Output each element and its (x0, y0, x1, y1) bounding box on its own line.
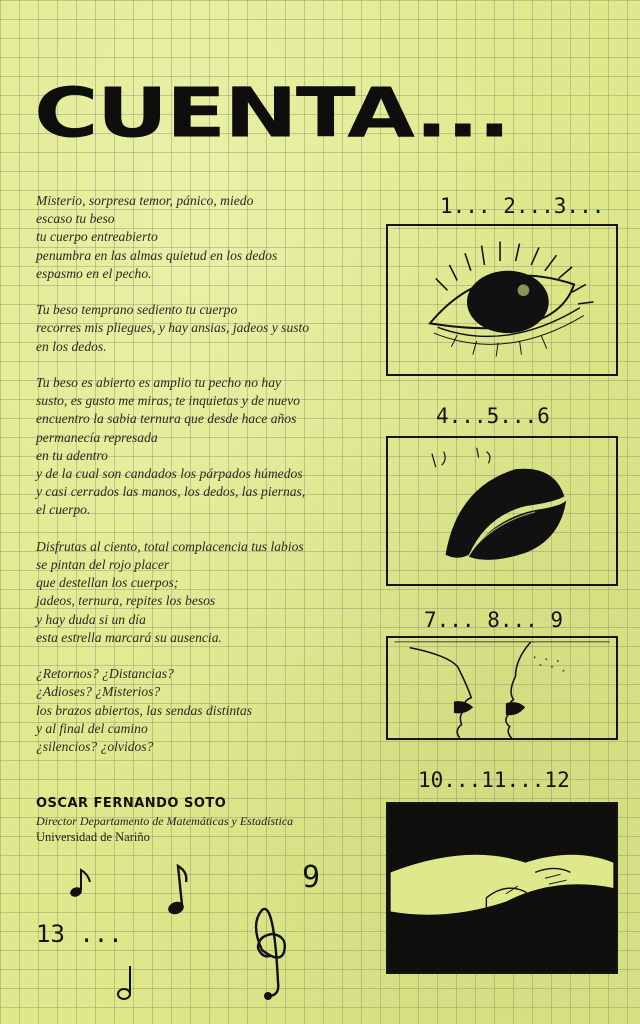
poem-line: susto, es gusto me miras, te inquietas y de nuevo (36, 393, 300, 409)
eighth-note-icon (166, 866, 186, 916)
treble-clef-icon (256, 909, 285, 1000)
author-role: Director Departamento de Matemáticas y Estadística (36, 814, 294, 828)
poem-line: espasmo en el pecho. (36, 265, 152, 281)
poem-line: que destellan los cuerpos; (36, 575, 179, 591)
poem-line: tu cuerpo entreabierto (36, 229, 158, 245)
poem-line: y hay duda si un día (36, 611, 146, 627)
lips-drawing-icon (388, 438, 616, 584)
count-label-5: 13 ... (36, 920, 123, 948)
poem-line: Misterio, sorpresa temor, pánico, miedo (36, 193, 254, 208)
poem-line: ¿Adioses? ¿Misterios? (36, 684, 161, 700)
poem-line: ¿silencios? ¿olvidos? (36, 739, 154, 755)
poem-stanza (36, 301, 372, 356)
hands-touch-drawing-icon (388, 804, 616, 972)
poem-line: ¿Retornos? ¿Distancias? (36, 666, 174, 682)
poem-stanza (36, 374, 372, 520)
count-label-1: 1... 2...3... (440, 194, 605, 218)
faces-kiss-drawing-panel (386, 636, 618, 740)
count-label-4: 10...11...12 (418, 768, 570, 792)
poem (36, 192, 372, 774)
poem-line: los brazos abiertos, las sendas distintas (36, 702, 253, 718)
eye-drawing-icon (388, 226, 616, 374)
doodle-nine: 9 (302, 860, 321, 895)
count-label-2: 4...5...6 (436, 404, 550, 428)
faces-kiss-drawing-icon (388, 638, 616, 738)
eighth-note-icon (69, 870, 90, 898)
poem-line: permanecía represada (36, 429, 158, 445)
count-label-3: 7... 8... 9 (424, 608, 564, 632)
page-title: CUENTA... (34, 72, 510, 153)
lips-drawing-panel (386, 436, 618, 586)
author-block (36, 796, 366, 845)
poem-line: y al final del camino (36, 720, 148, 736)
poem-line: el cuerpo. (36, 502, 91, 518)
poem-line: jadeos, ternura, repites los besos (36, 593, 216, 609)
author-institution: Universidad de Nariño (36, 830, 150, 844)
poem-line: y casi cerrados las manos, los dedos, las piernas, (36, 484, 306, 500)
poem-stanza (36, 192, 372, 283)
eye-drawing-panel (386, 224, 618, 376)
poem-stanza (36, 538, 372, 647)
poem-line: y de la cual son candados los párpados húmedos (36, 466, 303, 482)
poem-line: escaso tu beso (36, 211, 115, 227)
poem-line: Disfrutas al ciento, total complacencia tus labios (36, 538, 304, 554)
author-name: OSCAR FERNANDO SOTO (36, 796, 227, 811)
poem-line: se pintan del rojo placer (36, 557, 170, 573)
poem-line: en tu adentro (36, 447, 108, 463)
quarter-note-icon (118, 966, 130, 999)
poem-line: Tu beso temprano sediento tu cuerpo (36, 302, 238, 318)
poem-line: en los dedos. (36, 338, 107, 354)
poem-line: encuentro la sabia ternura que desde hace años (36, 411, 297, 427)
poem-line: penumbra en las almas quietud en los dedos (36, 247, 278, 263)
hands-touch-drawing-panel (386, 802, 618, 974)
poem-line: Tu beso es abierto es amplio tu pecho no hay (36, 375, 282, 390)
poem-line: recorres mis pliegues, y hay ansias, jadeos y susto (36, 320, 310, 336)
poem-stanza (36, 665, 372, 756)
poem-line: esta estrella marcará su ausencia. (36, 629, 222, 645)
